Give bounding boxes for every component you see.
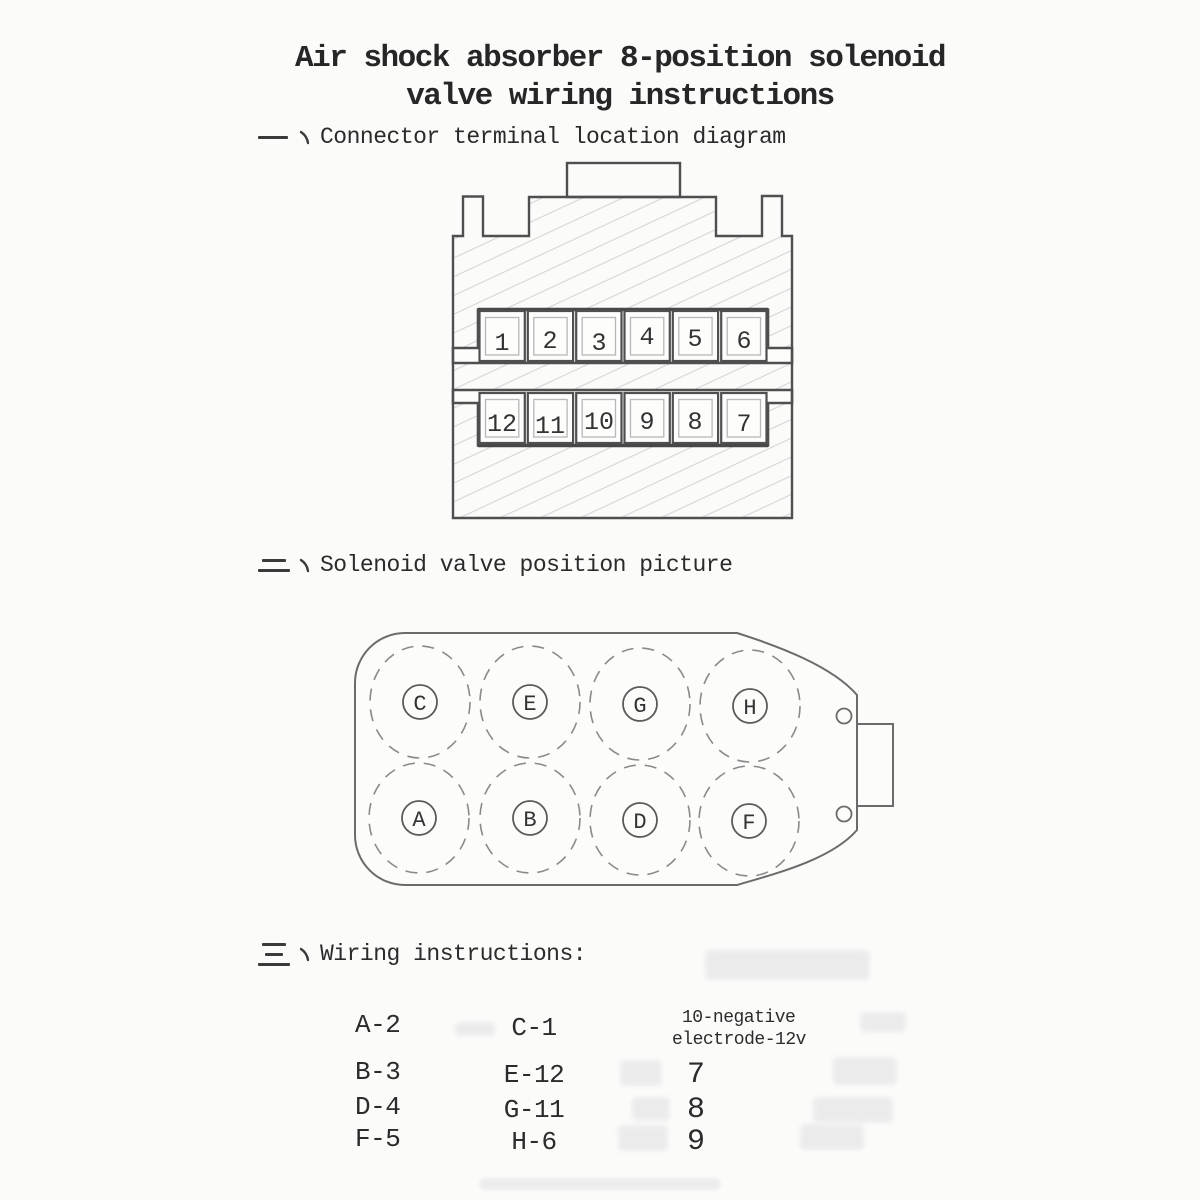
cjk-comma-icon [299,557,311,573]
connector-raised-band [529,197,716,236]
bleed-through-smudge [618,1125,668,1151]
valve-label-B [513,801,547,835]
terminal-slot-5 [673,311,718,361]
terminal-number: 4 [639,323,655,352]
terminal-number: 12 [486,410,518,439]
terminal-number: 7 [736,410,752,439]
wiring-pair: F-5 [355,1124,401,1154]
terminal-number: 5 [687,325,703,354]
connector-body [453,236,792,518]
terminal-slot-11 [528,393,573,443]
page-title [40,40,1200,116]
bleed-through-smudge [813,1097,893,1123]
terminal-slot-8 [673,393,718,443]
bleed-through-smudge [620,1060,662,1086]
bleed-through-smudge [455,1022,495,1036]
terminal-number: 1 [494,329,510,358]
page-title-line2: valve wiring instructions [406,79,834,114]
cjk-numeral-two-icon [258,552,290,578]
connector-top-tab [567,163,680,197]
valve-label-E [513,685,547,719]
section-one-heading [258,124,786,150]
valve-label-H [733,689,767,723]
bleed-through-smudge [800,1124,864,1150]
terminal-slot-6 [721,311,766,361]
svg-text:E: E [523,692,537,717]
section-three-heading [258,940,586,968]
svg-text:B: B [523,808,537,833]
cjk-comma-icon [299,129,311,145]
wiring-number: 7 [687,1058,706,1092]
terminal-slot-7 [721,393,766,443]
wiring-pair: G-11 [503,1095,565,1125]
valve-label-C [403,685,437,719]
svg-text:F: F [742,811,756,836]
section-one-title: Connector terminal location diagram [320,124,786,150]
valve-label-G [623,687,657,721]
terminal-number: 9 [639,408,655,437]
connector-terminal-diagram [440,155,810,530]
page-title-line1: Air shock absorber 8-position solenoid [295,41,945,76]
svg-text:A: A [412,808,426,833]
terminal-number: 3 [591,329,607,358]
svg-text:C: C [413,692,427,717]
terminal-slot-4 [625,311,670,361]
terminal-slot-9 [625,393,670,443]
valve-body-outline [355,633,857,885]
wiring-number: 9 [687,1125,706,1159]
wiring-pair: H-6 [511,1127,557,1157]
terminal-number: 11 [534,412,566,441]
cjk-numeral-one-icon [258,124,290,150]
negative-electrode-note-line2: electrode-12v [672,1030,806,1050]
wiring-pair: D-4 [355,1092,401,1122]
wiring-number: 8 [687,1093,706,1127]
terminal-slot-10 [576,393,621,443]
bleed-through-smudge [860,1012,906,1032]
svg-text:D: D [633,810,647,835]
cjk-comma-icon [299,946,311,962]
bleed-through-smudge [480,1178,720,1190]
cjk-numeral-three-icon [258,940,290,968]
valve-side-tab [857,724,893,806]
valve-label-A [402,801,436,835]
terminal-number: 2 [542,327,558,356]
terminal-number: 8 [687,408,703,437]
terminal-slot-2 [528,311,573,361]
terminal-slot-3 [576,311,621,361]
wiring-pair: A-2 [355,1010,401,1040]
terminal-number: 6 [736,327,752,356]
svg-text:G: G [633,694,647,719]
negative-electrode-note-line1: 10-negative [682,1008,796,1028]
section-two-heading [258,552,732,578]
bleed-through-smudge [632,1097,670,1121]
wiring-pair: E-12 [503,1060,565,1090]
solenoid-valve-position-picture [345,615,910,900]
valve-label-F [732,804,766,838]
svg-text:H: H [743,696,757,721]
terminal-slot-1 [480,311,525,361]
bleed-through-smudge [833,1057,897,1085]
terminal-slot-12 [480,393,525,443]
terminal-number: 10 [583,408,615,437]
wiring-pair: B-3 [355,1057,401,1087]
wiring-pair: C-1 [511,1013,557,1043]
section-two-title: Solenoid valve position picture [320,552,733,578]
bleed-through-smudge [705,950,870,980]
section-three-title: Wiring instructions: [320,941,587,967]
valve-label-D [623,803,657,837]
